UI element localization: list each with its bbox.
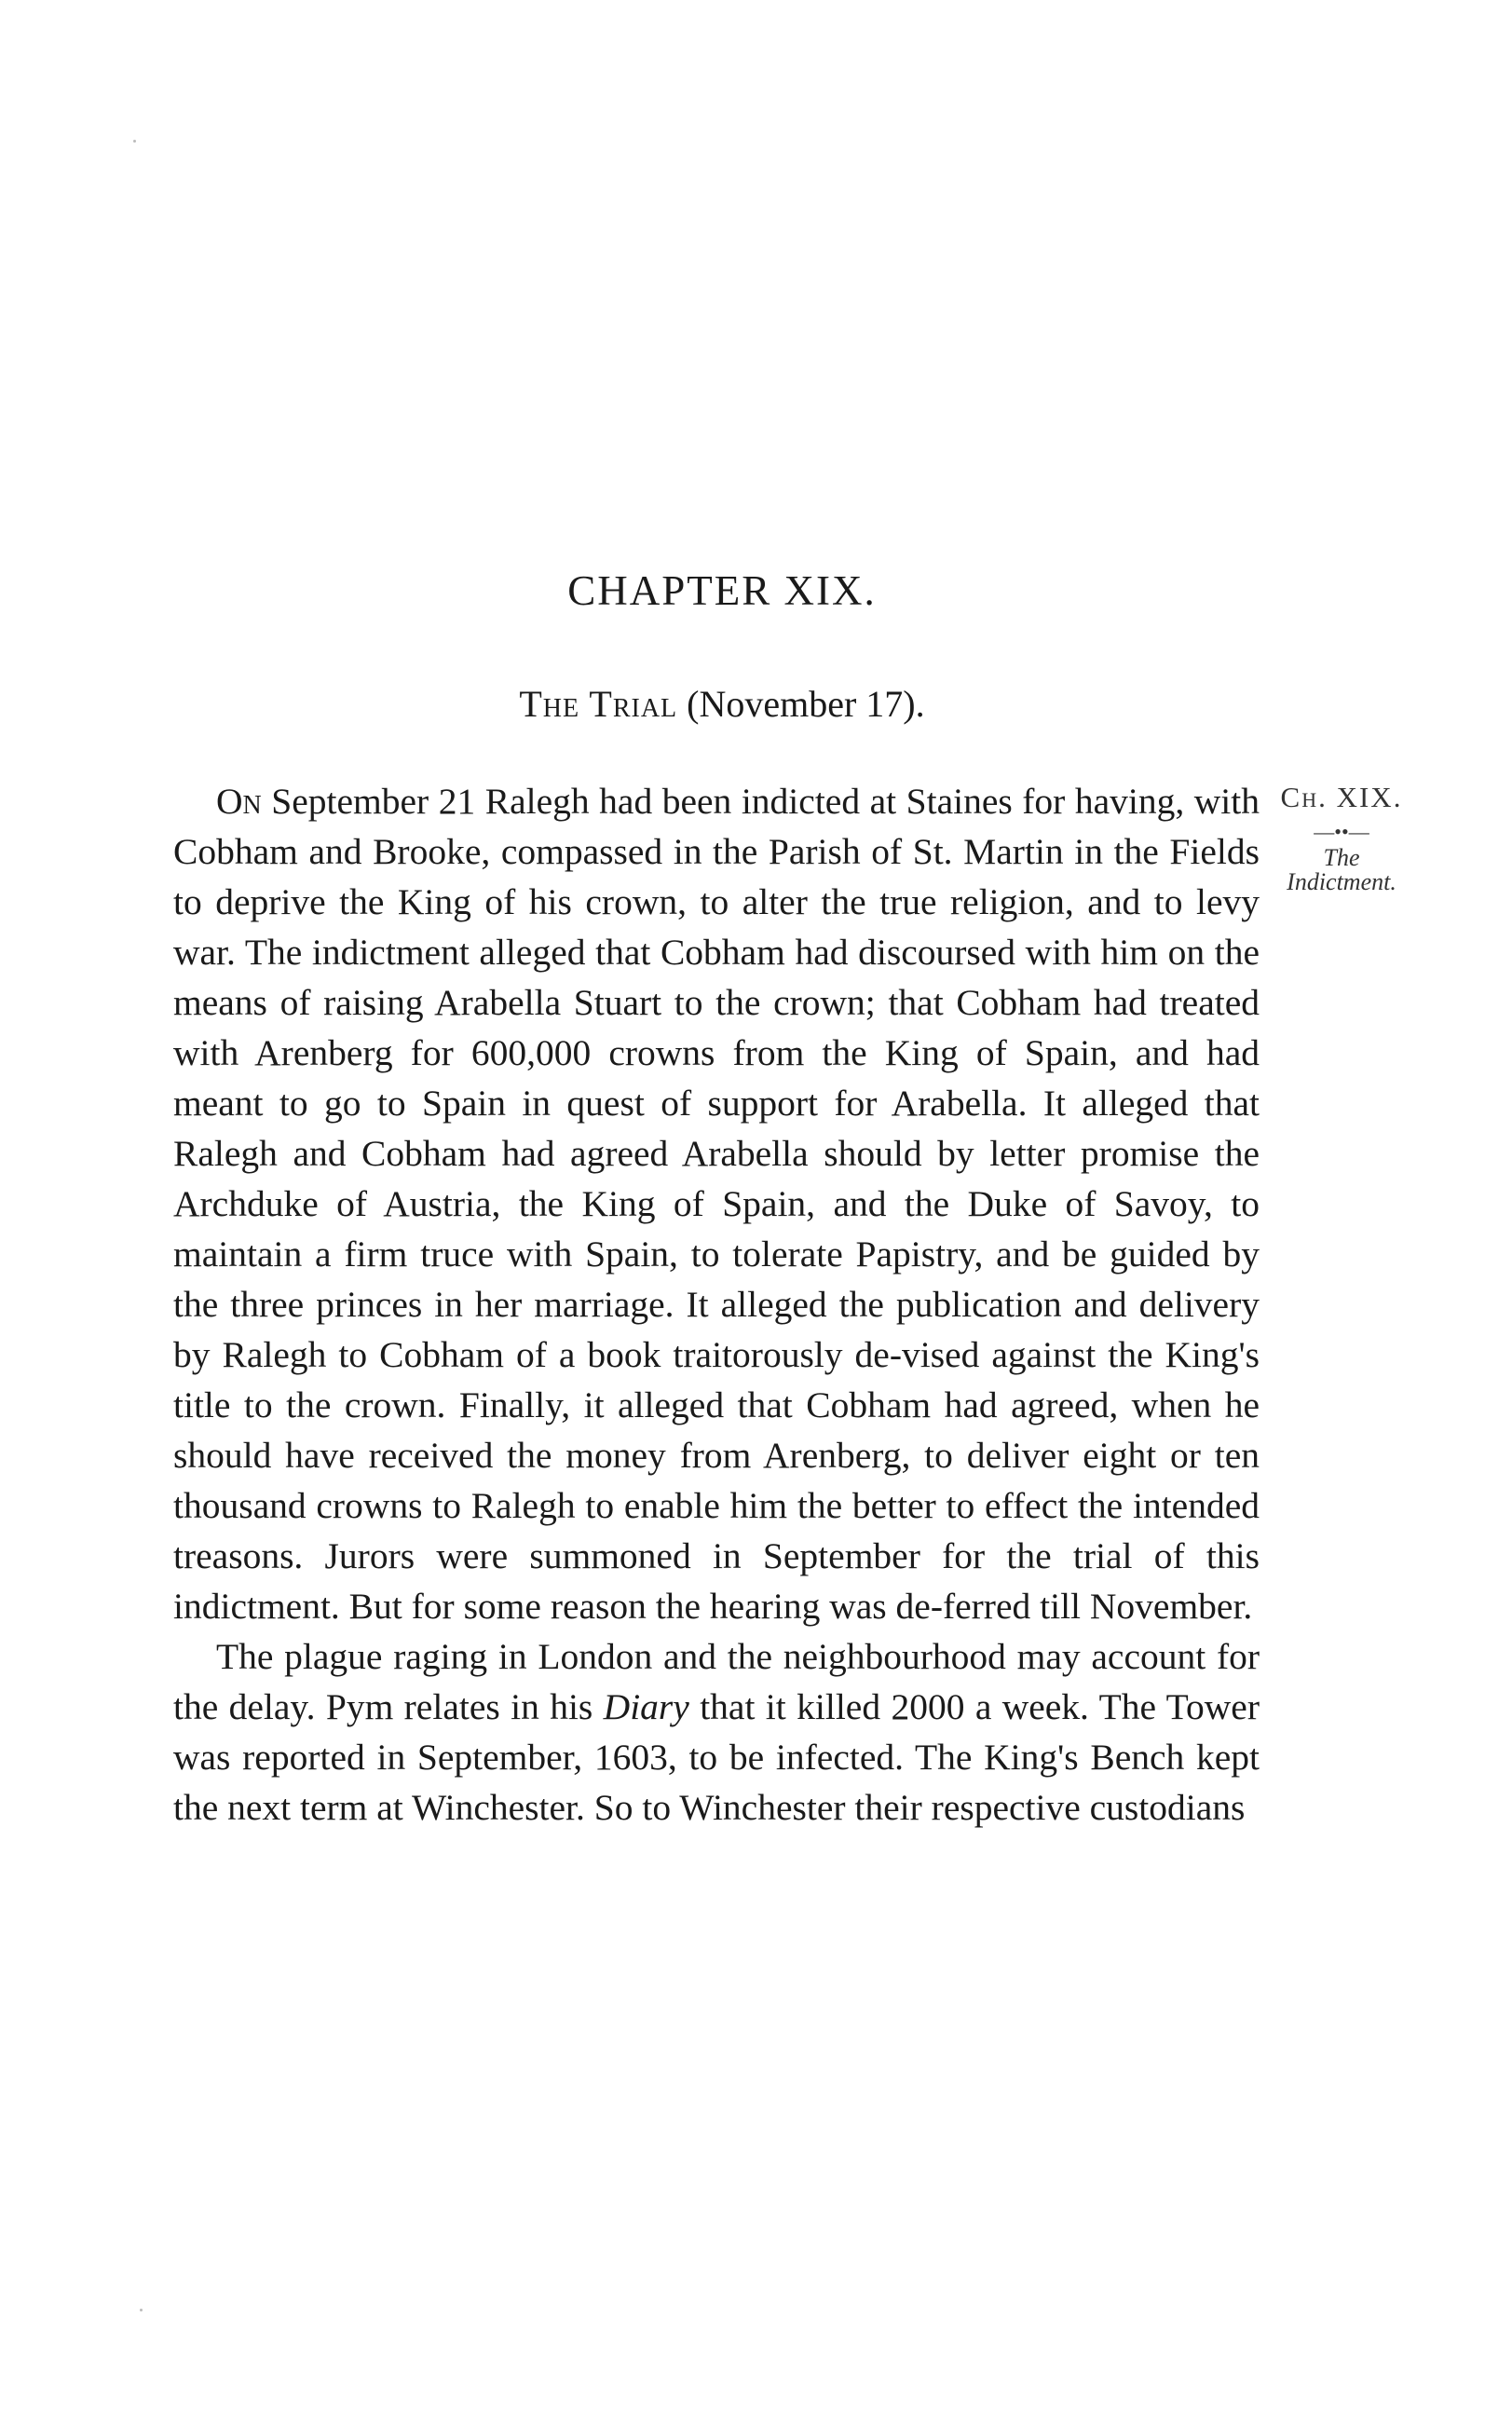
paragraph-text: September 21 Ralegh had been indicted at Staines for having, with Cobham and Brooke, compassed in the Parish of St. Martin in the Fields to deprive the King of his crown, to alter the true religion, and to levy war. The indictment alleged that Cobham had discoursed with him on the means of raising Arabella Stuart to the crown; that Cobham had treated with Arenberg for 600,000 crowns from the King of Spain, and had meant to go to Spain in quest of support for Arabella. It alleged that Ralegh and Cobham had agreed Arabella should by letter promise the Archduke of Austria, the King of Spain, and the Duke of Savoy, to maintain a firm truce with Spain, to tolerate Papistry, and be guided by the three princes in her marriage. It alleged the publication and delivery by Ralegh to Cobham of a book traitorously de-vised against the King's title to the crown. Finally, it alleged that Cobham had agreed, when he should have received the money from Arenberg, to deliver eight or ten thousand crowns to Ralegh to enable him the better to effect the intended treasons. Jurors were summoned in September for the trial of this indictment. But for some reason the hearing was de-ferred till November. (173, 781, 1260, 1627)
paper-speck (133, 140, 136, 143)
margin-sidenote-line: The (1323, 844, 1360, 871)
paragraph-2 (173, 1631, 1260, 1833)
paper-speck (140, 2309, 143, 2311)
paragraph-1 (173, 776, 1260, 1631)
margin-sidenote (1258, 846, 1425, 894)
body-text (173, 776, 1260, 1833)
chapter-subtitle-lead: The Trial (519, 683, 678, 725)
paragraph-lead-word: On (216, 781, 262, 822)
paragraph-text: The plague raging in London and the neighbourhood may account for the delay. Pym relates in his (173, 1636, 1260, 1727)
margin-sidenote-line: Indictment. (1287, 868, 1396, 895)
chapter-title: CHAPTER XIX. (567, 567, 877, 614)
margin-notes (1258, 781, 1425, 894)
paragraph-text: that it killed 2000 a week. The Tower was reported in September, 1603, to be infected. The King's Bench kept the next term at Winchester. So to Winchester their respective custodians (173, 1686, 1260, 1828)
chapter-subtitle-date: (November 17). (677, 683, 925, 725)
ornament-divider-icon: —••— (1314, 820, 1369, 843)
chapter-subtitle (0, 682, 1444, 726)
margin-chapter-reference: Ch. XIX. (1280, 781, 1403, 813)
book-title-diary: Diary (603, 1686, 689, 1727)
